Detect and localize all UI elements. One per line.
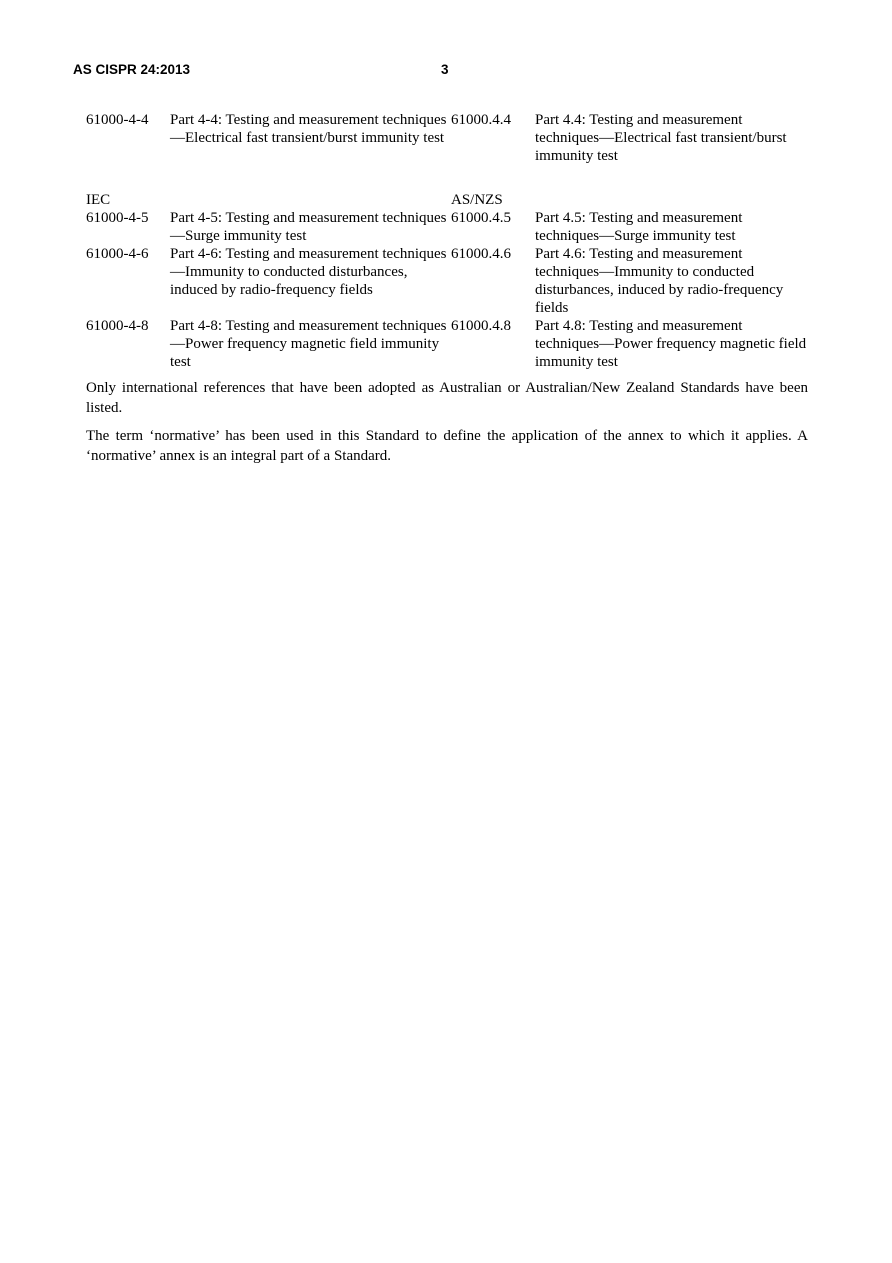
local-org-label: AS/NZS [451, 192, 503, 208]
local-title: Part 4.5: Testing and measurement techniques—Surge immunity test [535, 210, 743, 244]
local-title: Part 4.4: Testing and measurement techniques—Electrical fast transient/burst immunity test [535, 112, 787, 164]
local-code: 61000.4.5 [451, 210, 511, 226]
row-spacer [86, 165, 808, 191]
reference-row [86, 111, 808, 165]
intl-code: 61000-4-8 [86, 318, 149, 334]
references-note-paragraph: Only international references that have been adopted as Australian or Australian/New Zealand Standards have been listed. [86, 380, 808, 416]
intl-code: 61000-4-6 [86, 246, 149, 262]
reference-row [86, 245, 808, 317]
org-label-row [86, 191, 808, 209]
reference-row [86, 317, 808, 371]
intl-title: Part 4-4: Testing and measurement techniques—Electrical fast transient/burst immunity test [170, 112, 447, 146]
document-id: AS CISPR 24:2013 [73, 62, 191, 77]
local-code: 61000.4.8 [451, 318, 511, 334]
intl-org-label: IEC [86, 192, 111, 208]
page-header [73, 62, 453, 80]
intl-title: Part 4-8: Testing and measurement techniques—Power frequency magnetic field immunity test [170, 318, 447, 370]
normative-note-paragraph: The term ‘normative’ has been used in this Standard to define the application of the annex to which it applies. A ‘normative’ annex is an integral part of a Standard. [86, 428, 808, 464]
reference-table [86, 111, 808, 371]
intl-code: 61000-4-4 [86, 112, 149, 128]
body-text [86, 378, 808, 474]
local-code: 61000.4.4 [451, 112, 511, 128]
local-code: 61000.4.6 [451, 246, 511, 262]
page-number: 3 [441, 62, 449, 77]
local-title: Part 4.6: Testing and measurement techniques—Immunity to conducted disturbances, induced by radio-frequency fields [535, 246, 784, 316]
reference-row [86, 209, 808, 245]
intl-code: 61000-4-5 [86, 210, 149, 226]
intl-title: Part 4-5: Testing and measurement techniques—Surge immunity test [170, 210, 447, 244]
local-title: Part 4.8: Testing and measurement techniques—Power frequency magnetic field immunity test [535, 318, 807, 370]
intl-title: Part 4-6: Testing and measurement techniques—Immunity to conducted disturbances, induced by radio-frequency fields [170, 246, 447, 298]
